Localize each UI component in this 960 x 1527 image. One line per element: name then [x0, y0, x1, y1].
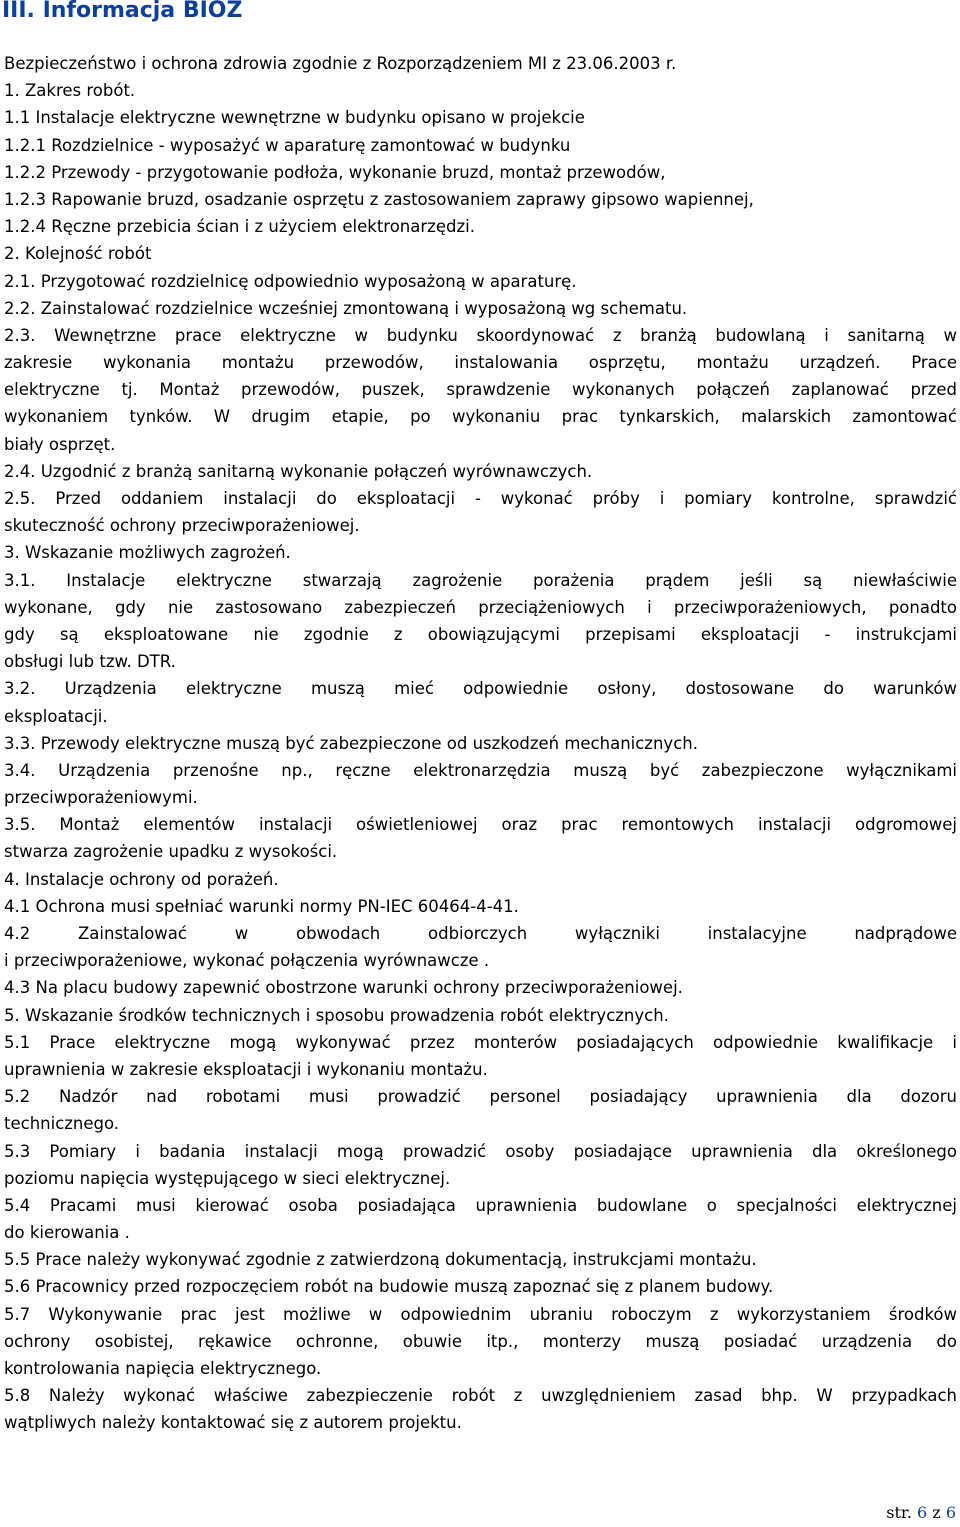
footer-of: z [932, 1503, 941, 1522]
text-line: stwarza zagrożenie upadku z wysokości. [4, 842, 338, 862]
text-line: 2.5. Przed oddaniem instalacji do eksploatacji - wykonać próby i pomiary kontrolne, sprawdzić [4, 489, 957, 508]
text-line: 4.1 Ochrona musi spełniać warunki normy PN-IEC 60464-4-41. [4, 896, 519, 916]
text-line: 5.7 Wykonywanie prac jest możliwe w odpowiednim ubraniu roboczym z wykorzystaniem środków [4, 1304, 957, 1324]
footer-page-total: 6 [945, 1503, 956, 1522]
text-line: 2.2. Zainstalować rozdzielnice wcześniej zmontowaną i wyposażoną wg schematu. [4, 298, 688, 318]
text-line: wykonane, gdy nie zastosowano zabezpieczeń przeciążeniowych i przeciwporażeniowych, ponadto [4, 597, 957, 617]
footer-prefix: str. [886, 1503, 912, 1522]
text-line: 1.1 Instalacje elektryczne wewnętrzne w budynku opisano w projekcie [4, 108, 585, 128]
text-line: 5.5 Prace należy wykonywać zgodnie z zatwierdzoną dokumentacją, instrukcjami montażu. [4, 1250, 757, 1270]
text-line: 4.3 Na placu budowy zapewnić obostrzone warunki ochrony przeciwporażeniowej. [4, 978, 683, 998]
text-line: biały osprzęt. [4, 434, 116, 454]
text-line: 4. Instalacje ochrony od porażeń. [4, 869, 279, 889]
text-line: Bezpieczeństwo i ochrona zdrowia zgodnie z Rozporządzeniem MI z 23.06.2003 r. [4, 54, 677, 73]
text-line: 2.1. Przygotować rozdzielnicę odpowiednio wyposażoną w aparaturę. [4, 271, 577, 291]
document-body [4, 50, 957, 1437]
text-line: 1.2.4 Ręczne przebicia ścian i z użyciem elektronarzędzi. [4, 217, 475, 237]
text-line: 5. Wskazanie środków technicznych i sposobu prowadzenia robót elektrycznych. [4, 1005, 669, 1025]
text-line: elektryczne tj. Montaż przewodów, puszek, sprawdzenie wykonanych połączeń zaplanować przed [4, 380, 957, 400]
text-line: ochrony osobistej, rękawice ochronne, obuwie itp., monterzy muszą posiadać urządzenia do [4, 1331, 957, 1351]
text-line: 4.2 Zainstalować w obwodach odbiorczych wyłączniki instalacyjne nadprądowe [4, 924, 957, 943]
text-line: i przeciwporażeniowe, wykonać połączenia wyrównawcze . [4, 951, 490, 971]
text-line: 1.2.3 Rapowanie bruzd, osadzanie osprzętu z zastosowaniem zaprawy gipsowo wapiennej, [4, 189, 754, 209]
text-line: do kierowania . [4, 1223, 130, 1243]
text-line: skuteczność ochrony przeciwporażeniowej. [4, 516, 360, 536]
footer-page-number: 6 [917, 1503, 928, 1522]
text-line: 1.2.1 Rozdzielnice - wyposażyć w aparaturę zamontować w budynku [4, 135, 571, 155]
text-line: 3. Wskazanie możliwych zagrożeń. [4, 543, 291, 563]
text-line: 1.2.2 Przewody - przygotowanie podłoża, wykonanie bruzd, montaż przewodów, [4, 162, 666, 182]
text-line: 3.5. Montaż elementów instalacji oświetleniowej oraz prac remontowych instalacji odgromowej [4, 815, 957, 835]
section-heading: III. Informacja BIOZ [2, 0, 243, 23]
text-line: 3.1. Instalacje elektryczne stwarzają zagrożenie porażenia prądem jeśli są niewłaściwie [4, 570, 957, 590]
text-line: 3.3. Przewody elektryczne muszą być zabezpieczone od uszkodzeń mechanicznych. [4, 733, 698, 753]
text-line: przeciwporażeniowymi. [4, 788, 198, 808]
text-line: 2.3. Wewnętrzne prace elektryczne w budynku skoordynować z branżą budowlaną i sanitarną w [4, 325, 957, 345]
text-line: wykonaniem tynków. W drugim etapie, po wykonaniu prac tynkarskich, malarskich zamontować [4, 407, 957, 427]
text-line: zakresie wykonania montażu przewodów, instalowania osprzętu, montażu urządzeń. Prace [4, 353, 957, 373]
text-line: 5.4 Pracami musi kierować osoba posiadająca uprawnienia budowlane o specjalności elektrycznej [4, 1195, 957, 1215]
text-line: 1. Zakres robót. [4, 81, 136, 101]
text-line: technicznego. [4, 1114, 120, 1134]
text-line: 5.3 Pomiary i badania instalacji mogą prowadzić osoby posiadające uprawnienia dla określonego [4, 1141, 957, 1161]
text-line: wątpliwych należy kontaktować się z autorem projektu. [4, 1413, 462, 1433]
text-line: 3.4. Urządzenia przenośne np., ręczne elektronarzędzia muszą być zabezpieczone wyłącznikami [4, 760, 957, 780]
text-line: 3.2. Urządzenia elektryczne muszą mieć odpowiednie osłony, dostosowane do warunków [4, 679, 957, 699]
text-line: obsługi lub tzw. DTR. [4, 652, 176, 672]
text-line: uprawnienia w zakresie eksploatacji i wykonaniu montażu. [4, 1059, 488, 1079]
text-line: eksploatacji. [4, 706, 108, 726]
text-line: 5.6 Pracownicy przed rozpoczęciem robót na budowie muszą zapoznać się z planem budowy. [4, 1277, 774, 1297]
text-line: 2. Kolejność robót [4, 244, 152, 264]
text-line: 2.4. Uzgodnić z branżą sanitarną wykonanie połączeń wyrównawczych. [4, 461, 593, 481]
text-line: 5.1 Prace elektryczne mogą wykonywać przez monterów posiadających odpowiednie kwalifikacje i [4, 1032, 957, 1052]
text-line: kontrolowania napięcia elektrycznego. [4, 1359, 322, 1378]
page-footer [886, 1502, 956, 1524]
text-line: 5.8 Należy wykonać właściwe zabezpieczenie robót z uwzględnieniem zasad bhp. W przypadkach [4, 1386, 957, 1406]
text-line: 5.2 Nadzór nad robotami musi prowadzić personel posiadający uprawnienia dla dozoru [4, 1087, 957, 1107]
text-line: gdy są eksploatowane nie zgodnie z obowiązującymi przepisami eksploatacji - instrukcjami [4, 624, 957, 644]
text-line: poziomu napięcia występującego w sieci elektrycznej. [4, 1168, 451, 1188]
